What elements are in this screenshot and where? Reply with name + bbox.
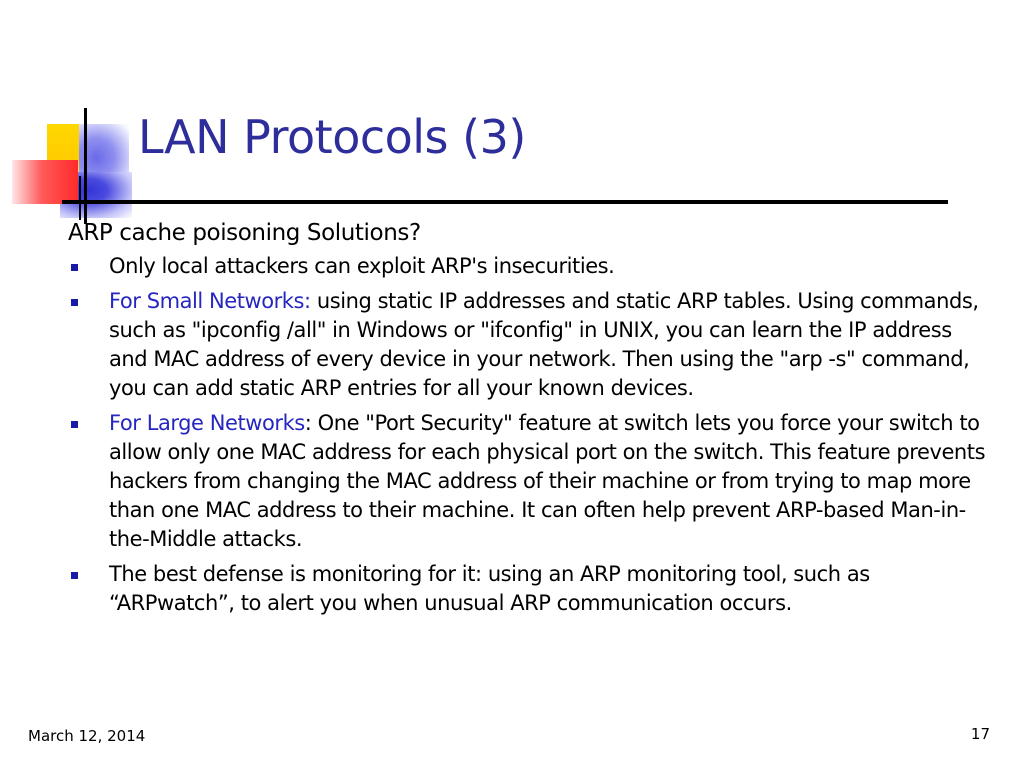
- bullet-item-1: [68, 252, 988, 281]
- slide-content: [68, 218, 988, 624]
- bullet-text: The best defense is monitoring for it: using an ARP monitoring tool, such as “ARPwatch”, to alert you when unusual ARP communication occurs.: [109, 562, 870, 615]
- bullet-list: [68, 252, 988, 618]
- square-bullet-icon: [71, 421, 78, 428]
- bullet-text: : One "Port Security" feature at switch lets you force your switch to allow only one MAC address for each physical port on the switch. This feature prevents hackers from changing the MAC address of their machine or from trying to map more than one MAC address to their machine. It can often help prevent ARP-based Man-in-the-Middle attacks.: [109, 411, 986, 551]
- decorative-vertical-line-short: [79, 176, 81, 220]
- bullet-text: Only local attackers can exploit ARP's insecurities.: [109, 254, 615, 278]
- square-bullet-icon: [71, 264, 78, 271]
- title-underline: [62, 200, 948, 204]
- bullet-item-3: [68, 409, 988, 554]
- bullet-item-4: [68, 560, 988, 618]
- slide-title: LAN Protocols (3): [138, 110, 526, 164]
- decorative-vertical-line: [84, 108, 87, 224]
- decorative-red-square: [12, 160, 78, 204]
- bullet-item-2: [68, 287, 988, 403]
- bullet-highlight: For Small Networks:: [109, 289, 311, 313]
- square-bullet-icon: [71, 572, 78, 579]
- square-bullet-icon: [71, 299, 78, 306]
- bullet-highlight: For Large Networks: [109, 411, 305, 435]
- footer-date: March 12, 2014: [28, 727, 146, 745]
- lead-text: ARP cache poisoning Solutions?: [68, 220, 421, 246]
- bullet-text: using static IP addresses and static ARP tables. Using commands, such as "ipconfig /all" in Windows or "ifconfig" in UNIX, you can learn the IP address and MAC address of every device in your network. Then using the "arp -s" command, you can add static ARP entries for all your known devices.: [109, 289, 979, 400]
- page-number: 17: [970, 725, 990, 743]
